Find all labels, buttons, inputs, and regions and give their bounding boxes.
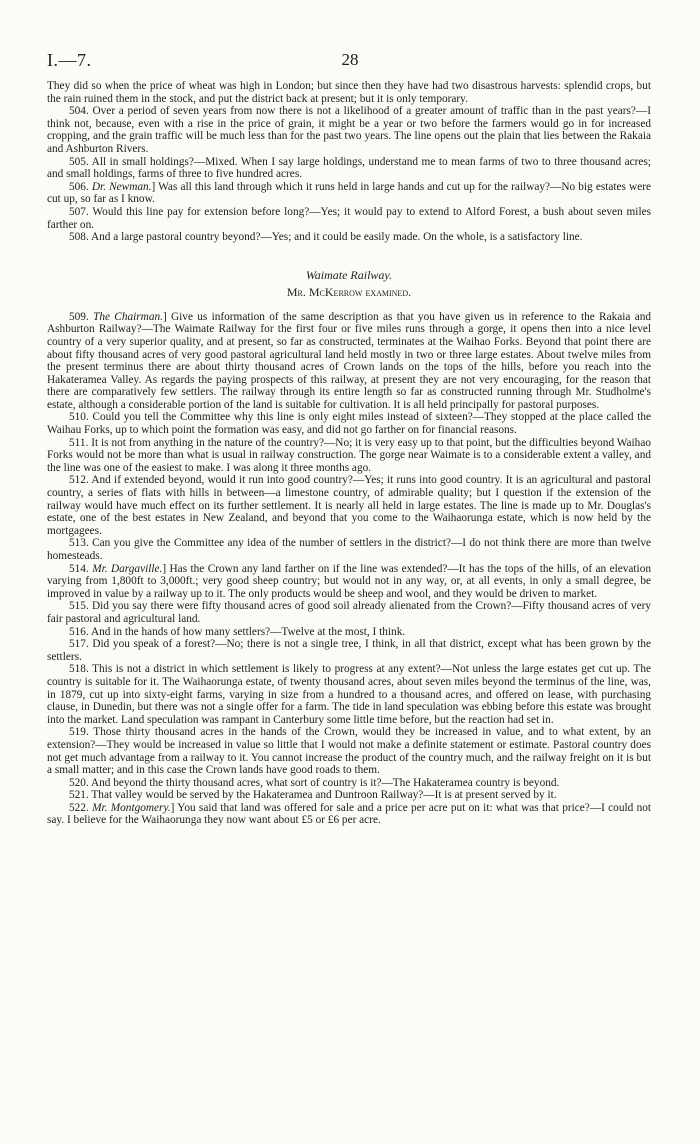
paragraph-512 xyxy=(47,474,651,537)
witness-heading: Mr. McKerrow examined. xyxy=(286,284,412,299)
paragraph-text: 514. xyxy=(69,562,93,575)
paragraph-text: 510. Could you tell the Committee why this line is only eight miles instead of sixteen?—They stopped at the place called the Waihau Forks, up to which point the formation was easy, and did not go farther on for financial reasons. xyxy=(47,411,651,437)
paragraph-text: They did so when the price of wheat was high in London; but since then they have had two disastrous harvests: splendid crops, but the rain ruined them in the stock, and put the district back at present; but it is only temporary. xyxy=(47,80,651,105)
paragraph-520 xyxy=(47,777,651,790)
paragraph-text: 512. And if extended beyond, would it run into good country?—Yes; it runs into good country. It is an agricultural and pastoral country, a series of flats with hills in between—a limestone country, of admirable quality; but I question if the extension of the railway would have much effect on its further settlement. It is nearly all held in large estates. The line is made up to Mr. Douglas's estate, one of the best estates in New Zealand, and beyond that you come to the Waihaorunga estate, which is now held by the mortgagees. xyxy=(47,474,651,537)
paragraph-text: ] Has the Crown any land farther on if the line was extended?—It has the tops of the hills, of an elevation varying from 1,800ft to 3,000ft.; very good sheep country; but would not in any way, or, at all events, in only a small degree, be improved in value by a railway up to it. The only products would be sheep and wool, and they would be driven to market. xyxy=(47,562,651,600)
paragraph-text: 504. Over a period of seven years from now there is not a likelihood of a greater amount of traffic than in the past years?—I think not, because, even with a rise in the price of grain, it might be a year or two before the farmers would go in for increased cropping, and the grain traffic will be much less than for the past two years. The line opens out the plain that lies between the Rakaia and Ashburton Rivers. xyxy=(47,105,651,155)
paragraph-514 xyxy=(47,563,651,601)
speaker-name: Mr. Montgomery. xyxy=(92,801,171,814)
paragraph-text: 508. And a large pastoral country beyond?—Yes; and it could be easily made. On the whole, is a satisfactory line. xyxy=(69,231,583,244)
paragraph-519 xyxy=(47,726,651,776)
paragraph-text: 509. xyxy=(69,310,94,323)
paragraph-text: 506. xyxy=(69,180,92,193)
paragraph-text: 513. Can you give the Committee any idea of the number of settlers in the district?—I do not think there are more than twelve homesteads. xyxy=(47,537,651,562)
paragraph-0 xyxy=(47,80,651,105)
speaker-name: Mr. Dargaville. xyxy=(92,562,163,575)
paragraph-text: ] Give us information of the same description as that you have given us in reference to the Rakaia and Ashburton Railway?—The Waimate Railway for the first four or five miles runs through a gorge, it opens then into a nice level country of a very superior quality, and at present, so far as constructed, terminates at the Waihao Forks. Beyond that point there are about fifty thousand acres of very good pastoral agricultural land held mostly in two or three large estates. About twelve miles from the present terminus there are about thirty thousand acres of Crown lands on the tops of the hills, before you reach into the Hakateramea Valley. As regards the paying prospects of this railway, at present they are not very encouraging, for the reason that there are comparatively few settlers. The railway through its entire length so far as constructed running through Mr. Studholme's estate, although a considerable portion of the land is suitable for cultivation. It is all held principally for pastoral purposes. xyxy=(47,310,652,411)
paragraph-text: 518. This is not a district in which settlement is likely to progress at any extent?—Not unless the large estates get cut up. The country is suitable for it. The Waihaorunga estate, of twenty thousand acres, about seven miles beyond the terminus of the line, was, in 1879, cut up into sixty-eight farms, varying in size from a hundred to a thousand acres, and offered on lease, with purchasing clause, in Dunedin, but there was not a single offer for a farm. The tide in land speculation was ebbing before this estate was brought into the market. Land speculation was rampant in Canterbury some little time before, but the reaction had set in. xyxy=(47,663,651,726)
paragraph-text: 511. It is not from anything in the nature of the country?—No; it is very easy up to that point, but the difficulties beyond Waihao Forks would not be more than what is usual in railway construction. The gorge near Waimate is to a considerable extent a valley, and the line was one of the easiest to make. I was along it three months ago. xyxy=(47,436,651,474)
paragraph-522 xyxy=(47,802,651,827)
paragraph-509 xyxy=(47,311,651,412)
paragraph-518 xyxy=(47,663,651,726)
speaker-name: Dr. Newman. xyxy=(91,180,152,193)
paragraph-506 xyxy=(47,181,651,206)
paragraph-510 xyxy=(47,411,651,436)
paragraph-505 xyxy=(47,156,651,181)
document-reference: I.—7. xyxy=(47,50,92,70)
page-number: 28 xyxy=(341,50,359,69)
opening-evidence xyxy=(47,80,651,244)
paragraph-511 xyxy=(47,437,651,475)
paragraph-507 xyxy=(47,206,651,231)
paragraph-text: 516. And in the hands of how many settlers?—Twelve at the most, I think. xyxy=(69,625,406,638)
paragraph-508 xyxy=(47,231,651,244)
speaker-name: The Chairman. xyxy=(93,310,163,323)
evidence-paragraphs xyxy=(47,311,651,827)
paragraph-521 xyxy=(47,789,651,802)
page-body xyxy=(47,80,651,827)
paragraph-text: 520. And beyond the thirty thousand acres, what sort of country is it?—The Hakateramea country is beyond. xyxy=(69,776,560,789)
paragraph-517 xyxy=(47,638,651,663)
section-title: Waimate Railway. xyxy=(305,267,393,282)
paragraph-text: 517. Did you speak of a forest?—No; there is not a single tree, I think, in all that district, except what has been grown by the settlers. xyxy=(47,638,651,663)
paragraph-text: 519. Those thirty thousand acres in the hands of the Crown, would they be increased in value, and to what extent, by an extension?—They would be increased in value so little that I would not make a definite statement or estimate. Pastoral country does not get much advantage from a railway to it. You cannot increase the product of the country much, and the railway freight on it is but a small matter; and in this case the Crown lands have good roads to them. xyxy=(47,726,651,777)
paragraph-text: ] You said that land was offered for sale and a price per acre put on it: what was that price?—I could not say. I believe for the Waihaorunga they now want about £5 or £6 per acre. xyxy=(47,801,651,827)
paragraph-text: 505. All in small holdings?—Mixed. When I say large holdings, understand me to mean farms of two to three thousand acres; and small holdings, farms of three to five hundred acres. xyxy=(47,155,651,181)
paragraph-text: 522. xyxy=(69,801,93,814)
paragraph-504 xyxy=(47,105,651,155)
paragraph-text: ] Was all this land through which it runs held in large hands and cut up for the railway?—No big estates were cut up, so far as I know. xyxy=(47,180,651,206)
page-header xyxy=(0,50,700,72)
paragraph-text: 507. Would this line pay for extension before long?—Yes; it would pay to extend to Alford Forest, a bush about seven miles farther on. xyxy=(47,205,651,231)
paragraph-text: 515. Did you say there were fifty thousand acres of good soil already alienated from the Crown?—Fifty thousand acres of very fair pastoral and agricultural land. xyxy=(47,600,651,625)
paragraph-513 xyxy=(47,537,651,562)
paragraph-text: 521. That valley would be served by the Hakateramea and Duntroon Railway?—It is at present served by it. xyxy=(69,789,557,802)
paragraph-516 xyxy=(47,626,651,639)
paragraph-515 xyxy=(47,600,651,625)
